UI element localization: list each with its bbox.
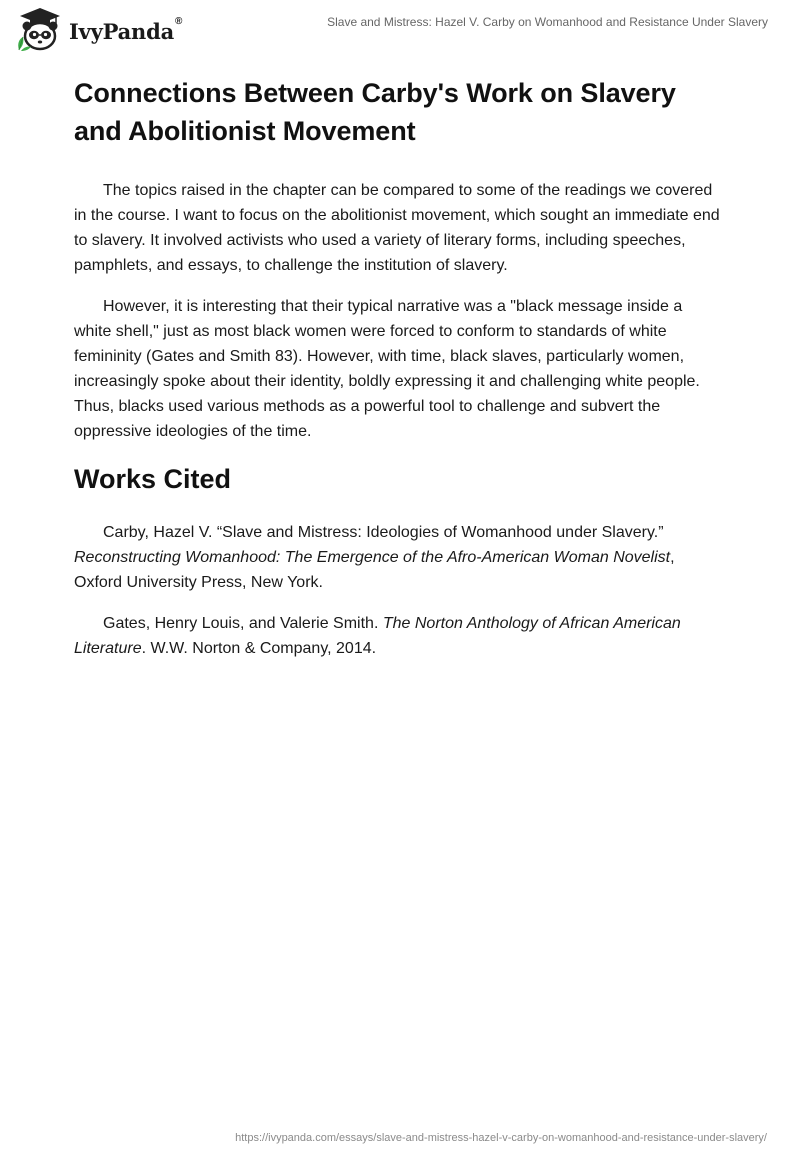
document-body	[74, 74, 724, 677]
registered-mark: ®	[175, 15, 183, 27]
citation-title: The Norton Anthology of African American Literature	[74, 615, 681, 657]
citation-entry	[74, 611, 724, 661]
ivypanda-logo[interactable]	[15, 6, 182, 52]
section-heading-connections: Connections Between Carby's Work on Slavery and Abolitionist Movement	[74, 78, 676, 146]
citation-publisher: . W.W. Norton & Company, 2014.	[141, 640, 377, 657]
citation-entry	[74, 520, 724, 595]
section-heading-works-cited: Works Cited	[74, 464, 232, 494]
citation-author: Carby, Hazel V. “Slave and Mistress: Ideologies of Womanhood under Slavery.”	[103, 524, 664, 541]
source-url-link[interactable]: https://ivypanda.com/essays/slave-and-mistress-hazel-v-carby-on-womanhood-and-resistance-under-slavery/	[235, 1132, 767, 1144]
citation-title: Reconstructing Womanhood: The Emergence of the Afro-American Woman Novelist	[74, 549, 671, 566]
citation-author: Gates, Henry Louis, and Valerie Smith.	[103, 615, 383, 632]
running-title: Slave and Mistress: Hazel V. Carby on Womanhood and Resistance Under Slavery	[327, 15, 768, 29]
logo-wordmark: IvyPanda®	[69, 15, 183, 44]
panda-logo-icon	[15, 6, 65, 52]
body-paragraph: However, it is interesting that their typical narrative was a "black message inside a white shell," just as most black women were forced to conform to standards of white femininity (Gates and Smith 83). However, with time, black slaves, particularly women, increasingly spoke about their identity, boldly expressing it and challenging white people. Thus, blacks used various methods as a powerful tool to challenge and subvert the oppressive ideologies of the time.	[74, 298, 700, 440]
body-paragraph: The topics raised in the chapter can be compared to some of the readings we covered in the course. I want to focus on the abolitionist movement, which sought an immediate end to slavery. It involved activists who used a variety of literary forms, including speeches, pamphlets, and essays, to challenge the institution of slavery.	[74, 182, 720, 274]
page-header	[0, 0, 800, 60]
citation-publisher: , Oxford University Press, New York.	[74, 549, 675, 591]
